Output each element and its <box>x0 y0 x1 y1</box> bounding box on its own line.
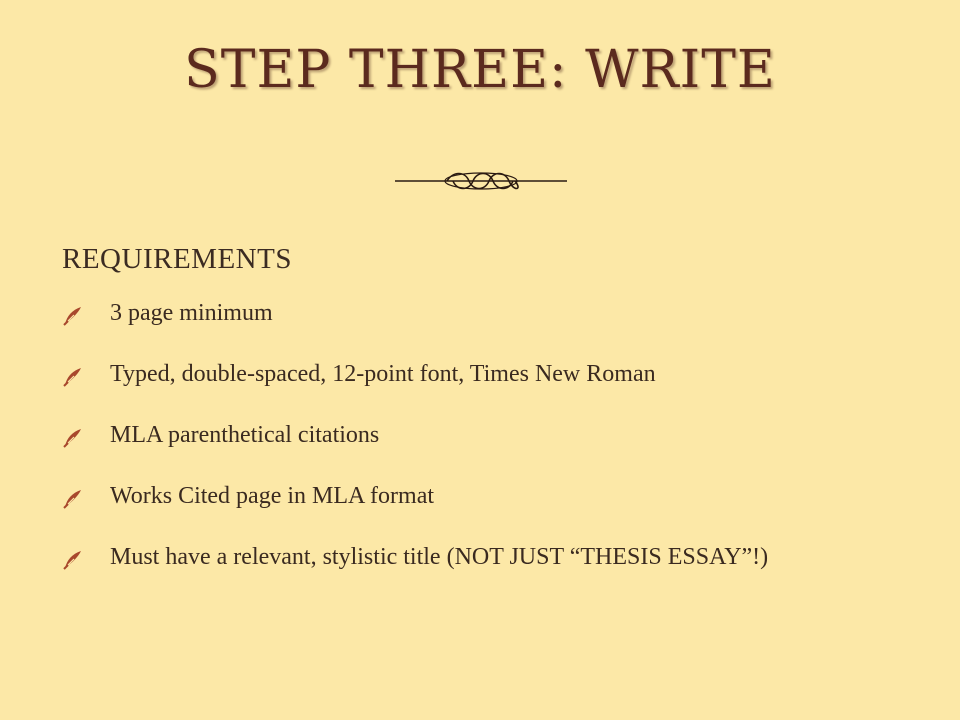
list-item <box>62 359 902 390</box>
quill-bullet-icon <box>62 548 84 570</box>
list-item-text: MLA parenthetical citations <box>110 422 380 448</box>
quill-bullet-icon <box>62 426 84 448</box>
requirements-heading: REQUIREMENTS <box>62 243 292 275</box>
slide-title: STEP THREE: WRITE <box>184 40 776 100</box>
content-area <box>62 243 902 603</box>
quill-bullet-icon <box>62 304 84 326</box>
quill-bullet-icon <box>62 365 84 387</box>
list-item-text: Must have a relevant, stylistic title (NOT JUST “THESIS ESSAY”!) <box>110 544 769 570</box>
scroll-ornament-icon <box>395 166 567 196</box>
list-item-text: Works Cited page in MLA format <box>110 483 435 509</box>
list-item <box>62 481 902 512</box>
quill-bullet-icon <box>62 487 84 509</box>
list-item <box>62 542 902 573</box>
list-item-text: 3 page minimum <box>110 300 273 326</box>
list-item <box>62 420 902 451</box>
requirements-list <box>62 298 902 573</box>
list-item-text: Typed, double-spaced, 12-point font, Times New Roman <box>110 361 656 387</box>
list-item <box>62 298 902 329</box>
